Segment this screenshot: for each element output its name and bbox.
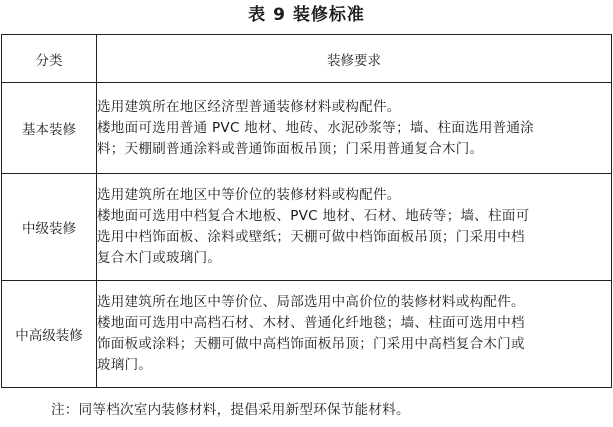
category-cell: 中级装修 [2, 174, 97, 281]
table-title: 表 9 装修标准 [248, 5, 365, 25]
table-footnote: 注：同等档次室内装修材料，提倡采用新型环保节能材料。 [51, 402, 410, 418]
requirement-line: 选用中档饰面板、涂料或壁纸；天棚可做中档饰面板吊顶；门采用中档 [97, 229, 525, 245]
table-row [2, 174, 612, 281]
requirements-cell [97, 174, 612, 281]
header-requirements: 装修要求 [97, 35, 612, 83]
table-header-row [2, 35, 612, 83]
decoration-standard-table [1, 34, 612, 388]
requirement-line: 选用建筑所在地区经济型普通装修材料或构配件。 [97, 98, 401, 115]
requirement-line: 选用建筑所在地区中等价位的装修材料或构配件。 [97, 187, 401, 203]
category-cell: 基本装修 [2, 83, 97, 174]
requirement-line: 楼地面可选用中高档石材、木材、普通化纤地毯；墙、柱面可选用中档 [97, 315, 525, 331]
requirement-line: 选用建筑所在地区中等价位、局部选用中高价位的装修材料或构配件。 [97, 294, 525, 310]
requirement-line: 楼地面可选用中档复合木地板、PVC 地材、石材、地砖等；墙、柱面可 [97, 208, 530, 224]
header-category: 分类 [2, 35, 97, 83]
category-cell: 中高级装修 [2, 281, 97, 388]
requirements-cell [97, 281, 612, 388]
requirement-line: 料；天棚刷普通涂料或普通饰面板吊顶；门采用普通复合木门。 [97, 140, 484, 157]
requirement-line: 玻璃门。 [97, 357, 153, 373]
requirements-cell [97, 83, 612, 174]
requirement-line: 楼地面可选用普通 PVC 地材、地砖、水泥砂浆等；墙、柱面选用普通涂 [97, 119, 535, 136]
table-row [2, 83, 612, 174]
table-row [2, 281, 612, 388]
requirement-line: 饰面板或涂料；天棚可做中高档饰面板吊顶；门采用中高档复合木门或 [97, 336, 525, 352]
requirement-line: 复合木门或玻璃门。 [97, 250, 222, 266]
